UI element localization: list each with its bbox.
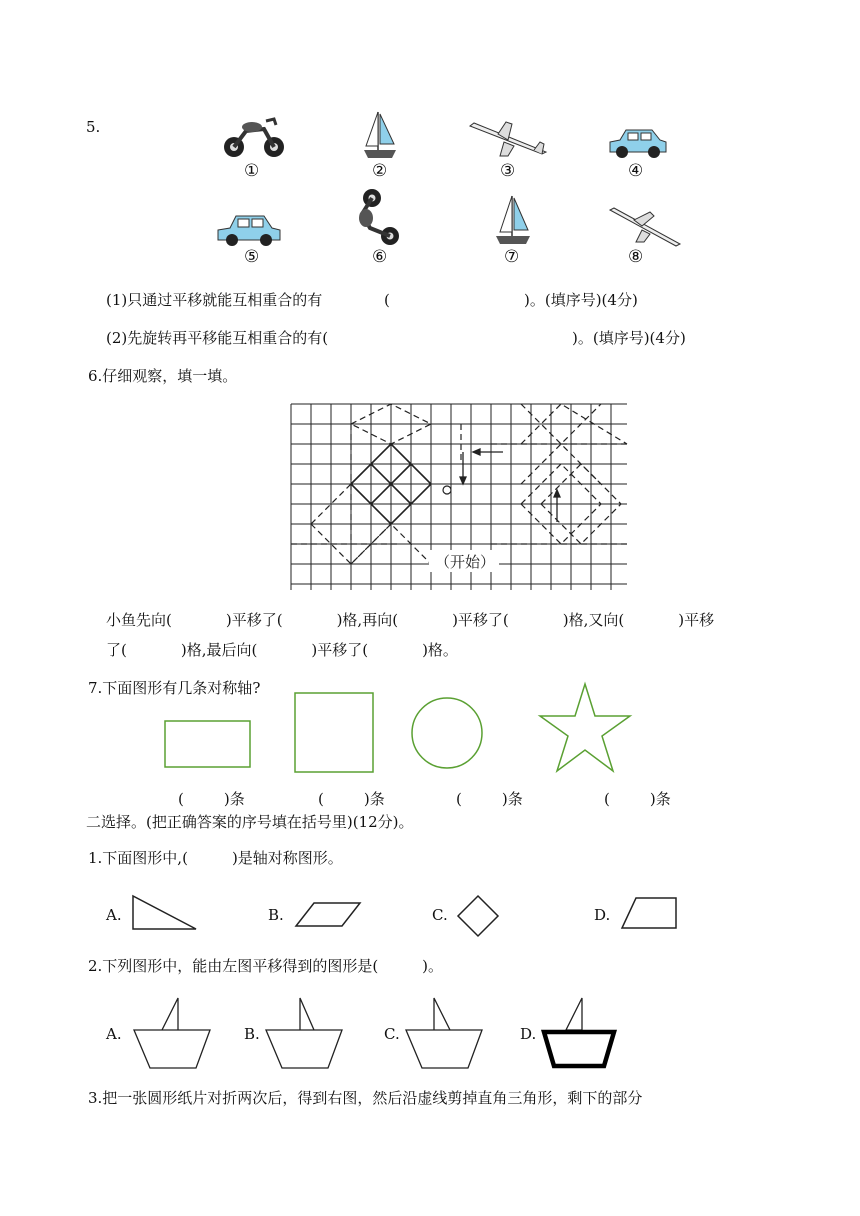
q6-line2: 了( )格,最后向( )平移了( )格。 [106, 641, 458, 659]
figure-label: ⑥ [372, 247, 388, 267]
square-shape [294, 692, 376, 774]
option-label: D. [594, 906, 611, 924]
airplane-icon [468, 118, 548, 160]
figure-label: ⑦ [504, 247, 520, 267]
s2-q2-text: 2.下列图形中，能由左图平移得到的图形是( )。 [88, 957, 444, 975]
section-title: 二选择。(把正确答案的序号填在括号里)(12分)。 [86, 813, 414, 831]
q5-sub1-text: (1)只通过平移就能互相重合的有 [106, 291, 323, 309]
answer-blank: ( )条 [318, 790, 385, 808]
q6-line1: 小鱼先向( )平移了( )格,再向( )平移了( )格,又向( )平移 [106, 611, 715, 629]
q5-sub2-text: (2)先旋转再平移能互相重合的有( [106, 329, 329, 347]
trapezoid-shape [620, 896, 680, 932]
boat-shape [404, 994, 484, 1074]
s2-q3-text: 3.把一张圆形纸片对折两次后，得到右图，然后沿虚线剪掉直角三角形，剩下的部分 [88, 1089, 643, 1107]
figure-label: ② [372, 161, 388, 181]
figure-label: ④ [628, 161, 644, 181]
airplane-icon [606, 204, 682, 250]
answer-blank: ( )条 [178, 790, 245, 808]
q7-title: 7.下面图形有几条对称轴? [88, 679, 261, 697]
figure-label: ③ [500, 161, 516, 181]
option-label: A. [106, 906, 122, 924]
q6-title: 6.仔细观察，填一填。 [88, 367, 238, 385]
option-label: B. [268, 906, 284, 924]
sailboat-icon [494, 194, 534, 248]
boat-shape [542, 994, 622, 1074]
right-triangle-shape [130, 893, 200, 933]
parallelogram-shape [294, 900, 364, 930]
option-label: A. [106, 1025, 122, 1043]
q5-sub2-close: )。(填序号)(4分) [572, 329, 686, 347]
sailboat-icon [362, 110, 400, 162]
circle-shape [410, 696, 486, 772]
car-icon [606, 126, 670, 160]
car-icon [214, 212, 284, 248]
boat-shape [132, 994, 212, 1074]
option-label: B. [244, 1025, 260, 1043]
rectangle-shape [164, 720, 252, 770]
q5-sub1-close: )。(填序号)(4分) [524, 291, 638, 309]
figure-label: ⑧ [628, 247, 644, 267]
motorcycle-icon [222, 115, 286, 161]
answer-blank: ( )条 [456, 790, 523, 808]
star-shape [538, 682, 632, 774]
option-label: D. [520, 1025, 537, 1043]
answer-open: ( [384, 291, 390, 309]
option-label: C. [384, 1025, 400, 1043]
start-label: （开始） [435, 553, 496, 571]
diamond-shape [456, 894, 500, 938]
grid-figure [291, 404, 627, 590]
s2-q1-text: 1.下面图形中,( )是轴对称图形。 [88, 849, 343, 867]
motorcycle-icon [352, 188, 404, 248]
boat-shape [264, 994, 344, 1074]
figure-label: ⑤ [244, 247, 260, 267]
question-number: 5. [86, 118, 101, 136]
figure-label: ① [244, 161, 260, 181]
option-label: C. [432, 906, 448, 924]
answer-blank: ( )条 [604, 790, 671, 808]
